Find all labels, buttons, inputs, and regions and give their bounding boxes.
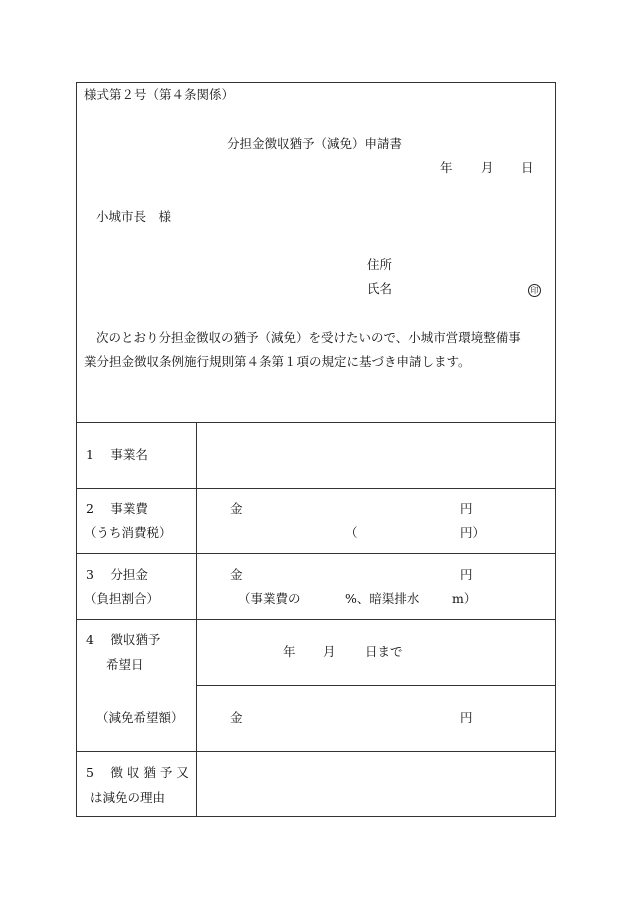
- date-year-label: 年: [440, 160, 453, 175]
- postpone-year: 年: [283, 644, 296, 659]
- share-detail-meter: m）: [452, 591, 477, 606]
- reduction-kin: 金: [230, 710, 243, 725]
- divider-header: [76, 422, 556, 423]
- postpone-until: 日まで: [365, 644, 403, 659]
- postpone-label: 4 徴収猶予: [86, 632, 161, 647]
- body-text-line2: 業分担金徴収条例施行規則第４条第１項の規定に基づき申請します。: [84, 354, 471, 369]
- addressee: 小城市長 様: [96, 209, 172, 224]
- tax-yen-close: 円）: [460, 525, 486, 540]
- project-name-label: 1 事業名: [86, 447, 148, 462]
- share-ratio-label: （負担割合）: [84, 591, 160, 606]
- date-month-label: 月: [481, 160, 494, 175]
- frame-right: [555, 82, 556, 817]
- column-divider: [196, 422, 197, 817]
- form-number: 様式第２号（第４条関係）: [84, 87, 235, 102]
- frame-left: [76, 82, 77, 817]
- divider-row1: [76, 488, 556, 489]
- desired-date-label: 希望日: [106, 657, 144, 672]
- divider-row2: [76, 553, 556, 554]
- reduction-yen: 円: [460, 710, 473, 725]
- reason-label-cont: は減免の理由: [90, 790, 166, 805]
- frame-top: [76, 82, 556, 83]
- consumption-tax-label: （うち消費税）: [84, 525, 172, 540]
- address-label: 住所: [367, 257, 393, 272]
- reason-label: 5 徴 収 猶 予 又: [86, 765, 189, 780]
- project-cost-yen: 円: [460, 501, 473, 516]
- divider-row4: [76, 751, 556, 752]
- name-label: 氏名: [367, 281, 393, 296]
- project-cost-kin: 金: [230, 501, 243, 516]
- frame-bottom: [76, 816, 556, 817]
- page-title: 分担金徴収猶予（減免）申請書: [227, 136, 403, 151]
- share-yen: 円: [460, 567, 473, 582]
- date-day-label: 日: [521, 160, 534, 175]
- share-detail-cost: （事業費の: [238, 591, 301, 606]
- share-detail-drain: %、暗渠排水: [345, 591, 420, 606]
- postpone-month: 月: [323, 644, 336, 659]
- share-label: 3 分担金: [86, 567, 148, 582]
- reduction-amount-label: （減免希望額）: [96, 710, 184, 725]
- tax-paren-open: （: [345, 525, 358, 540]
- seal-mark: 印: [528, 284, 541, 297]
- share-kin: 金: [230, 567, 243, 582]
- project-cost-label: 2 事業費: [86, 501, 148, 516]
- divider-row4-inner: [196, 685, 556, 686]
- divider-row3: [76, 619, 556, 620]
- body-text-line1: 次のとおり分担金徴収の猶予（減免）を受けたいので、小城市営環境整備事: [96, 330, 521, 345]
